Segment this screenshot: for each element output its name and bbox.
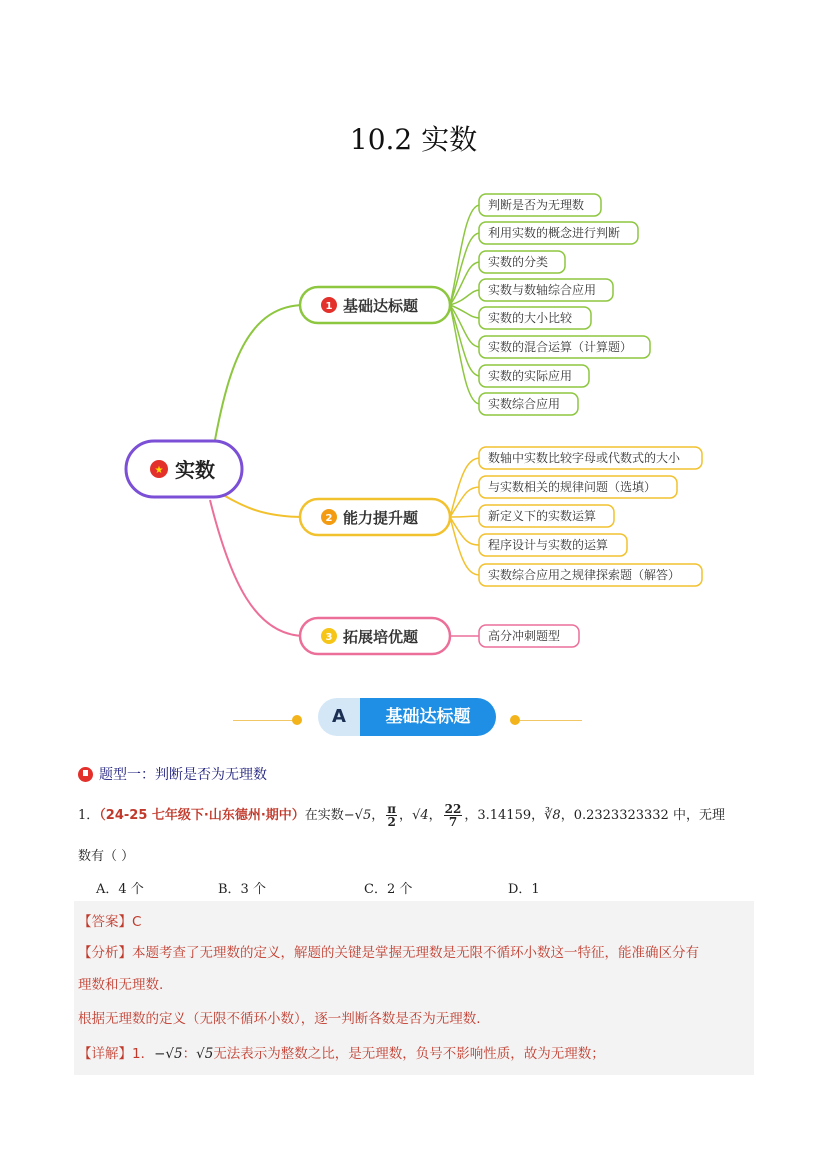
leaf-1-4: 实数与数轴综合应用 [488, 283, 597, 297]
fraction-22-over-7: $\frac{22}{7}$ [444, 802, 462, 829]
answer-line: 【答案】C [78, 914, 142, 930]
flag-icon [78, 767, 93, 782]
leaf-1-1: 判断是否为无理数 [488, 198, 585, 212]
section-banner [318, 698, 496, 736]
branch-node-2 [300, 499, 450, 535]
analysis-line-3: 根据无理数的定义（无限不循环小数），逐一判断各数是否为无理数. [78, 1011, 481, 1027]
leaf-2-5: 实数综合应用之规律探索题（解答） [488, 568, 681, 582]
banner-dot-right [510, 715, 520, 725]
number-3-14159: 3.14159 [477, 808, 532, 823]
branch-num-1: 1 [325, 301, 333, 312]
question-source: （24-25 七年级下·山东德州·期中） [99, 808, 305, 823]
connector-branch-1 [215, 305, 305, 440]
branch-label-1: 基础达标题 [343, 297, 419, 315]
detail-text: 无法表示为整数之比，是无理数，负号不影响性质，故为无理数； [213, 1046, 605, 1062]
center-label: 实数 [175, 458, 215, 482]
analysis-line-1: 【分析】本题考查了无理数的定义，解题的关键是掌握无理数是无限不循环小数这一特征，能准确区分有 [78, 945, 699, 961]
leaf-connectors-2 [450, 458, 480, 575]
leaf-labels-2 [488, 450, 681, 582]
leaf-2-1: 数轴中实数比较字母或代数式的大小 [488, 451, 681, 465]
leaf-1-2: 利用实数的概念进行判断 [488, 226, 621, 240]
leaf-2-4: 程序设计与实数的运算 [488, 538, 609, 552]
number-sqrt4: √4 [412, 808, 429, 823]
question-type-label: 题型一：判断是否为无理数 [99, 767, 267, 783]
answer-box [74, 901, 754, 1075]
question-prefix: 在实数 [304, 808, 344, 823]
detail-line: 【详解】1．−√5：√5无法表示为整数之比，是无理数，负号不影响性质，故为无理数； [78, 1046, 605, 1062]
question-line-1: 1．（24-25 七年级下·山东德州·期中）在实数−√5， $\frac{\pi}{2}$ ，√4， $\frac{22}{7}$ ，3.14159，∛8，0.2323323332 中，无理 [78, 802, 725, 829]
leaf-1-7: 实数的实际应用 [488, 369, 573, 383]
section-label: 基础达标题 [360, 698, 496, 736]
option-c: C．2 个 [364, 882, 413, 897]
branch-label-3: 拓展培优题 [343, 628, 419, 646]
detail-math-1: −√5 [154, 1046, 183, 1062]
leaf-1-8: 实数综合应用 [488, 397, 561, 411]
number-neg-sqrt5: −√5 [343, 808, 372, 823]
mindmap-center-node [126, 441, 242, 497]
branch-node-3 [300, 618, 450, 654]
leaf-1-5: 实数的大小比较 [488, 311, 573, 325]
question-type-heading [78, 764, 267, 784]
branch-label-2: 能力提升题 [343, 509, 419, 527]
detail-math-2: √5 [196, 1046, 214, 1062]
banner-line-right [520, 720, 582, 721]
question-suffix: 中，无理 [668, 808, 725, 823]
leaf-2-2: 与实数相关的规律问题（选填） [488, 480, 657, 494]
number-cbrt8: ∛8 [544, 808, 561, 823]
svg-text:★: ★ [154, 465, 164, 476]
branch-num-3: 3 [325, 632, 333, 643]
branch-node-1 [300, 287, 450, 323]
banner-line-left [233, 720, 295, 721]
fraction-pi-over-2: $\frac{\pi}{2}$ [387, 802, 397, 829]
question-line-2: 数有（ ） [78, 849, 135, 864]
leaf-labels-1 [488, 197, 632, 411]
question-number: 1． [78, 808, 100, 823]
analysis-line-2: 理数和无理数. [78, 977, 164, 993]
section-letter: A [318, 698, 360, 736]
option-d: D．1 [508, 882, 540, 897]
banner-dot-left [292, 715, 302, 725]
leaf-2-3: 新定义下的实数运算 [488, 509, 597, 523]
leaf-connectors-1 [450, 205, 480, 404]
branch-num-2: 2 [325, 513, 333, 524]
leaf-1-3: 实数的分类 [488, 255, 549, 269]
page-title: 10.2 实数 [349, 123, 478, 156]
number-0-2323: 0.2323323332 [573, 808, 669, 823]
option-b: B．3 个 [218, 882, 266, 897]
leaf-3-1: 高分冲刺题型 [488, 629, 561, 643]
option-a: A．4 个 [96, 882, 144, 897]
leaf-1-6: 实数的混合运算（计算题） [488, 340, 633, 354]
connector-branch-3 [210, 500, 305, 636]
